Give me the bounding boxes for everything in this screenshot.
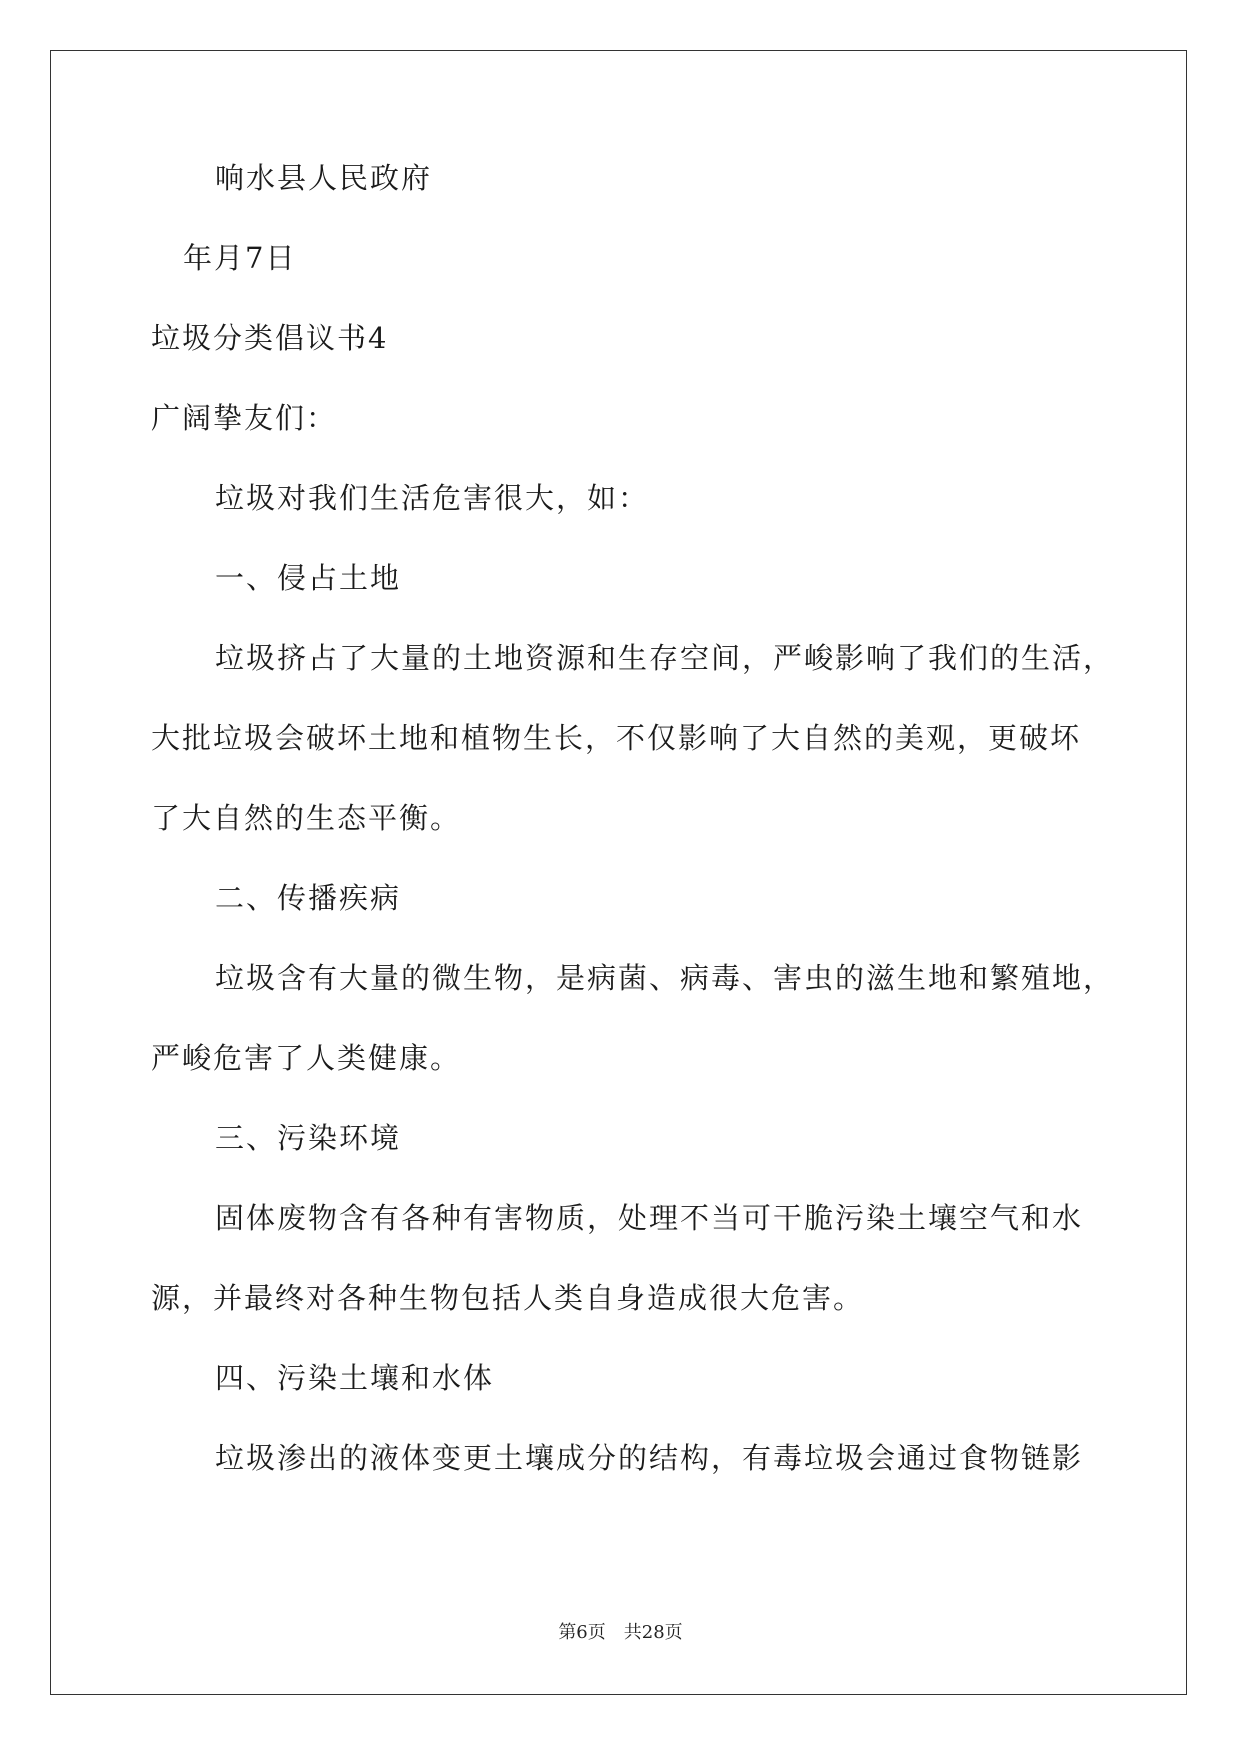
date-line: 年月7日	[183, 241, 297, 275]
paragraph-line: 大批垃圾会破坏土地和植物生长，不仅影响了大自然的美观，更破坏	[151, 721, 1082, 755]
page-number-current: 第6页	[558, 1622, 606, 1643]
section-title-3: 三、污染环境	[215, 1121, 402, 1155]
section-title-2: 二、传播疾病	[215, 881, 402, 915]
section-title-4: 四、污染土壤和水体	[215, 1361, 495, 1395]
page-footer	[0, 1621, 1241, 1645]
section-paragraph-3	[151, 1198, 1091, 1318]
section-paragraph-2	[151, 958, 1115, 1078]
paragraph-line: 严峻危害了人类健康。	[151, 1041, 462, 1075]
section-paragraph-4	[151, 1438, 1091, 1478]
document-heading: 垃圾分类倡议书4	[151, 321, 389, 355]
paragraph-line: 垃圾挤占了大量的土地资源和生存空间，严峻影响了我们的生活，	[215, 641, 1115, 675]
paragraph-line: 固体废物含有各种有害物质，处理不当可干脆污染土壤空气和水	[215, 1201, 1084, 1235]
section-title-1: 一、侵占土地	[215, 561, 402, 595]
salutation: 广阔挚友们：	[151, 401, 338, 435]
org-name: 响水县人民政府	[215, 161, 433, 195]
intro-paragraph: 垃圾对我们生活危害很大，如：	[215, 481, 650, 515]
page-number-total: 共28页	[623, 1622, 683, 1643]
paragraph-line: 垃圾含有大量的微生物，是病菌、病毒、害虫的滋生地和繁殖地，	[215, 961, 1115, 995]
paragraph-line: 垃圾渗出的液体变更土壤成分的结构，有毒垃圾会通过食物链影	[215, 1441, 1084, 1475]
section-paragraph-1	[151, 638, 1115, 838]
paragraph-line: 了大自然的生态平衡。	[151, 801, 462, 835]
paragraph-line: 源，并最终对各种生物包括人类自身造成很大危害。	[151, 1281, 865, 1315]
document-body	[151, 158, 1115, 1478]
